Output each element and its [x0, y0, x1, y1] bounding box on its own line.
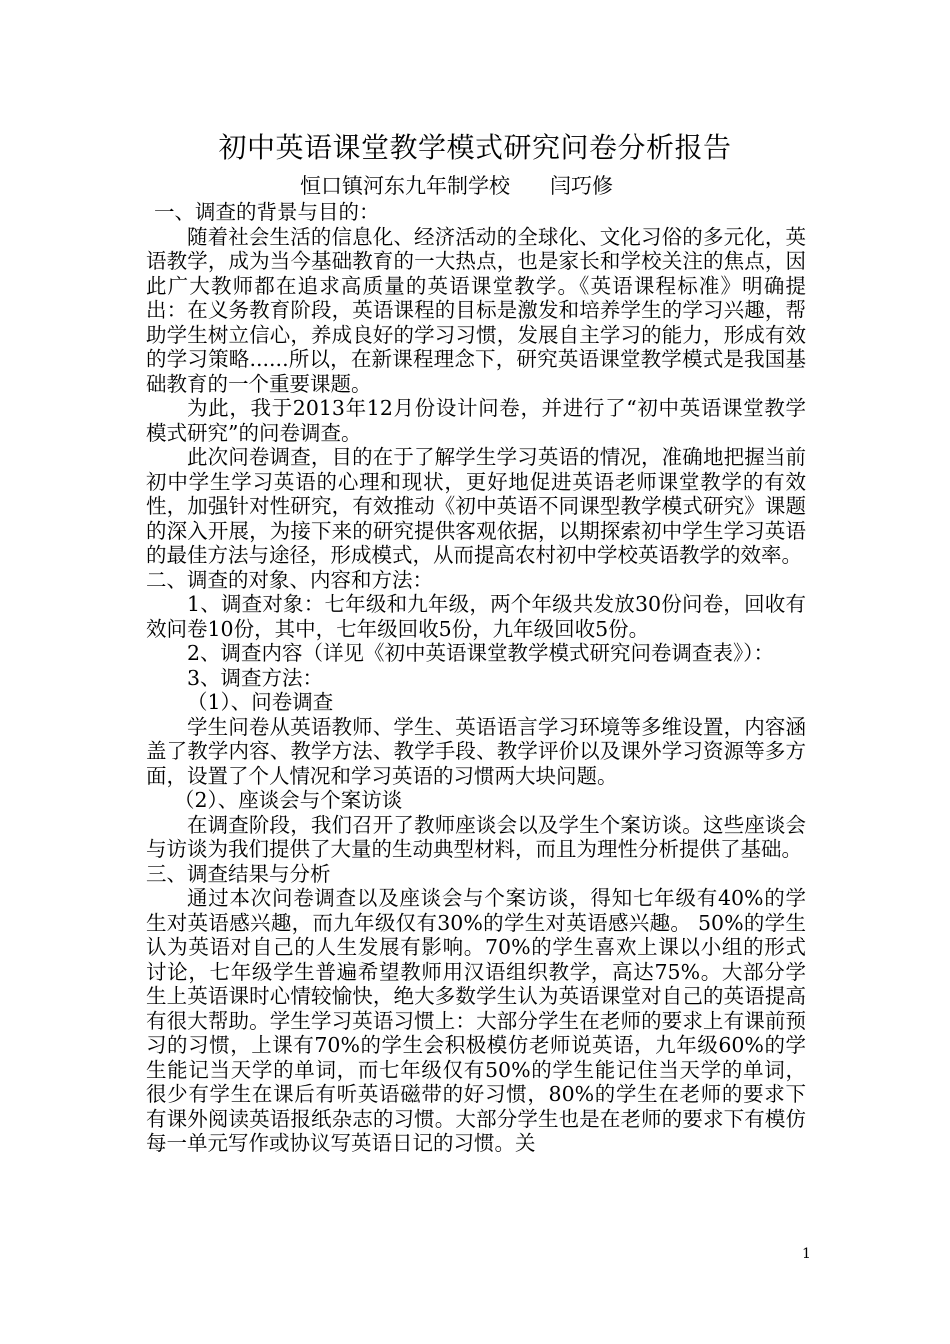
paragraph: 此次问卷调查，目的在于了解学生学习英语的情况，准确地把握当前初中学生学习英语的心理和现状，更好地促进英语老师课堂教学的有效性，加强针对性研究，有效推动《初中英语不同课型教学模式研究》课题的深入开展，为接下来的研究提供客观依据，以期探索初中学生学习英语的最佳方法与途径，形成模式，从而提高农村初中学校英语教学的效率。 — [146, 445, 806, 567]
paragraph: 为此，我于2013年12月份设计问卷，并进行了“初中英语课堂教学模式研究”的问卷调查。 — [146, 396, 806, 445]
paragraph: 2、调查内容（详见《初中英语课堂教学模式研究问卷调查表》）： — [187, 641, 775, 665]
paragraph: 学生问卷从英语教师、学生、英语语言学习环境等多维设置，内容涵盖了教学内容、教学方法、教学手段、教学评价以及课外学习资源等多方面，设置了个人情况和学习英语的习惯两大块问题。 — [146, 714, 806, 788]
section-heading-3: 三、调查结果与分析 — [146, 861, 331, 886]
paragraph: 通过本次问卷调查以及座谈会与个案访谈，得知七年级有40%的学生对英语感兴趣，而九年级仅有30%的学生对英语感兴趣。 50%的学生认为英语对自己的人生发展有影响。70%的学生喜欢上课以小组的形式讨论，七年级学生普遍希望教师用汉语组织教学，高达75%。大部分学生上英语课时心情较愉快，绝大多数学生认为英语课堂对自己的英语提高有很大帮助。学生学习英语习惯上：大部分学生在老师的要求上有课前预习的习惯，上课有70%的学生会积极模仿老师说英语，九年级60%的学生能记当天学的单词，而七年级仅有50%的学生能记住当天学的单词，很少有学生在课后有听英语磁带的好习惯，80%的学生在老师的要求下有课外阅读英语报纸杂志的习惯。大部分学生也是在老师的要求下有模仿每一单元写作或协议写英语日记的习惯。关 — [146, 886, 806, 1155]
paragraph: （2）、座谈会与个案访谈 — [174, 788, 403, 812]
paragraph: 随着社会生活的信息化、经济活动的全球化、文化习俗的多元化，英语教学，成为当今基础教育的一大热点，也是家长和学校关注的焦点，因此广大教师都在追求高质量的英语课堂教学。《英语课程标准》明确提出：在义务教育阶段，英语课程的目标是激发和培养学生的学习兴趣，帮助学生树立信心，养成良好的学习习惯，发展自主学习的能力，形成有效的学习策略......所以，在新课程理念下，研究英语课堂教学模式是我国基础教育的一个重要课题。 — [146, 224, 806, 396]
document-title: 初中英语课堂教学模式研究问卷分析报告 — [218, 131, 732, 164]
section-heading-2: 二、调查的对象、内容和方法： — [146, 567, 433, 592]
paragraph: （1）、问卷调查 — [187, 690, 334, 714]
author-line: 恒口镇河东九年制学校 闫巧修 — [300, 174, 614, 198]
document-body — [146, 200, 806, 1156]
paragraph: 在调查阶段，我们召开了教师座谈会以及学生个案访谈。这些座谈会与访谈为我们提供了大量的生动典型材料，而且为理性分析提供了基础。 — [146, 812, 806, 861]
section-heading-1: 一、调查的背景与目的： — [154, 200, 380, 224]
page-number: 1 — [802, 1246, 811, 1262]
paragraph: 3、调查方法： — [187, 665, 324, 690]
paragraph: 1、调查对象：七年级和九年级，两个年级共发放30份问卷，回收有效问卷10份，其中，七年级回收5份，九年级回收5份。 — [146, 592, 806, 641]
